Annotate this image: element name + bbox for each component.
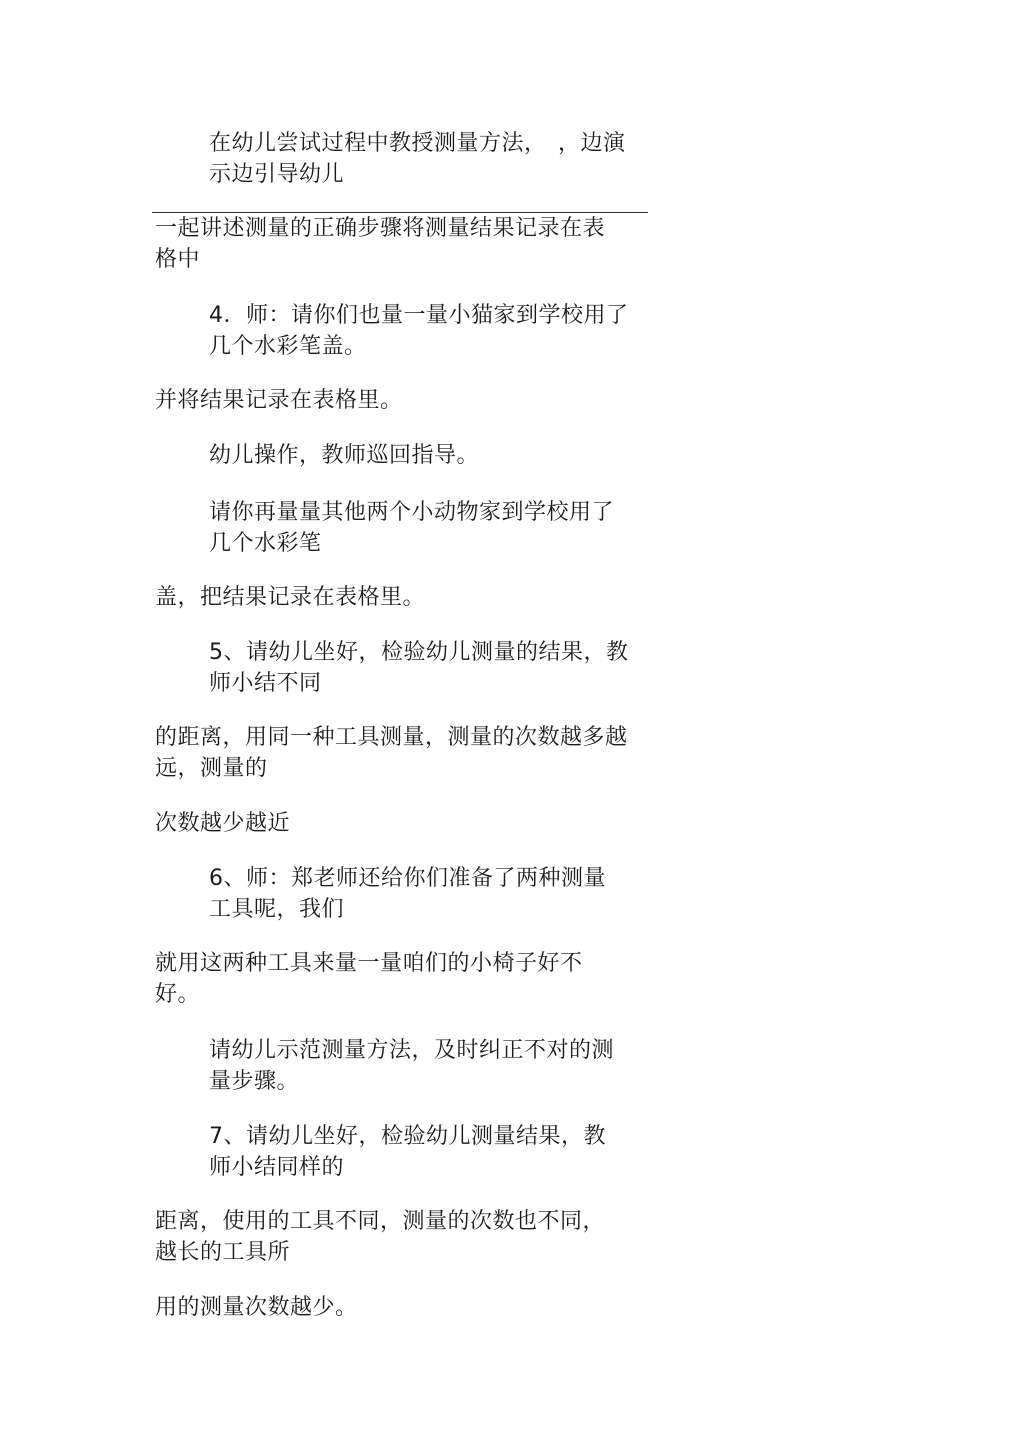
text-line: 格中	[155, 247, 201, 272]
text-line: 几个水彩笔盖。	[209, 334, 367, 359]
paragraph	[209, 637, 629, 699]
text-line: 7、请幼儿坐好，检验幼儿测量结果，教	[209, 1124, 606, 1149]
paragraph	[209, 300, 629, 362]
paragraph	[155, 385, 403, 416]
text-line: 4．师：请你们也量一量小猫家到学校用了	[209, 303, 629, 328]
text-line: 的距离，用同一种工具测量，测量的次数越多越	[155, 725, 628, 750]
text-line: 量步骤。	[209, 1069, 300, 1094]
text-line: 幼儿操作，教师巡回指导。	[209, 443, 480, 468]
text-line: 越长的工具所	[155, 1240, 291, 1265]
text-line: 次数越少越近	[155, 811, 291, 836]
paragraph	[155, 1206, 605, 1268]
paragraph	[209, 497, 614, 559]
text-line: 并将结果记录在表格里。	[155, 388, 403, 413]
text-line: 几个水彩笔	[209, 531, 322, 556]
text-line: 一起讲述测量的正确步骤将测量结果记录在表	[155, 216, 606, 241]
text-line: 盖，把结果记录在表格里。	[155, 585, 426, 610]
paragraph	[209, 440, 479, 471]
text-line: 远，测量的	[155, 756, 268, 781]
text-line: 就用这两种工具来量一量咱们的小椅子好不	[155, 951, 583, 976]
paragraph	[209, 128, 626, 190]
text-line: 师小结不同	[209, 671, 322, 696]
text-line: 用的测量次数越少。	[155, 1295, 358, 1320]
paragraph	[155, 722, 628, 784]
text-line: 工具呢，我们	[209, 897, 345, 922]
text-line: 请幼儿示范测量方法，及时纠正不对的测	[209, 1038, 615, 1063]
text-line: 好。	[155, 982, 201, 1007]
paragraph	[155, 582, 425, 613]
text-line: 示边引导幼儿	[209, 162, 345, 187]
text-line: 师小结同样的	[209, 1155, 345, 1180]
paragraph	[155, 948, 583, 1010]
text-line: 6、师：郑老师还给你们准备了两种测量	[209, 866, 606, 891]
text-line: 请你再量量其他两个小动物家到学校用了	[209, 500, 615, 525]
text-line: 5、请幼儿坐好，检验幼儿测量的结果，教	[209, 640, 629, 665]
paragraph	[155, 213, 605, 275]
paragraph	[155, 1292, 358, 1323]
paragraph	[209, 1035, 614, 1097]
text-line: 距离，使用的工具不同，测量的次数也不同，	[155, 1209, 606, 1234]
text-line: 在幼儿尝试过程中教授测量方法， ，边演	[209, 131, 626, 156]
paragraph	[155, 808, 290, 839]
paragraph	[209, 863, 606, 925]
paragraph	[209, 1121, 606, 1183]
